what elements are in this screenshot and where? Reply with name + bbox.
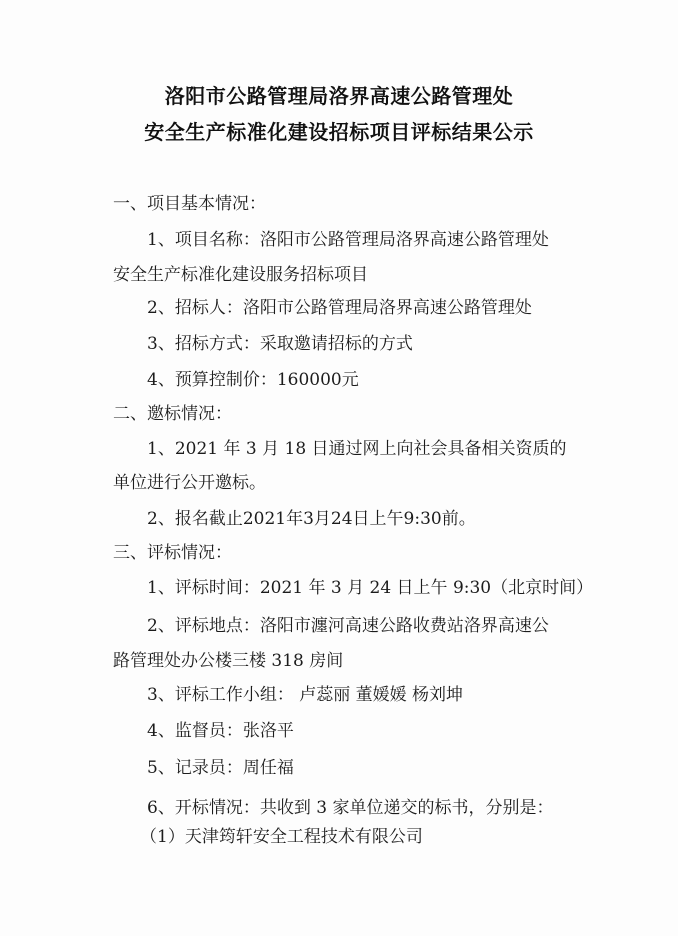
document-title-line-1: 洛阳市公路管理局洛界高速公路管理处 [164, 84, 514, 108]
evaluation-location-line-2: 路管理处办公楼三楼 318 房间 [113, 651, 344, 671]
evaluation-panel: 3、评标工作小组： 卢蕊丽 董媛媛 杨刘坤 [147, 685, 464, 705]
bid-opening: 6、开标情况：共收到 3 家单位递交的标书，分别是： [147, 798, 554, 818]
project-name-line-2: 安全生产标准化建设服务招标项目 [113, 265, 368, 285]
section-3-heading: 三、评标情况： [113, 543, 232, 563]
invitation-date-line-2: 单位进行公开邀标。 [113, 473, 266, 493]
tenderer: 2、招标人：洛阳市公路管理局洛界高速公路管理处 [147, 298, 532, 318]
evaluation-time: 1、评标时间：2021 年 3 月 24 日上午 9:30（北京时间） [147, 578, 594, 598]
recorder: 5、记录员：周任福 [147, 758, 294, 778]
project-name-line-1: 1、项目名称：洛阳市公路管理局洛界高速公路管理处 [147, 230, 549, 250]
section-2-heading: 二、邀标情况： [113, 404, 232, 424]
section-1-heading: 一、项目基本情况： [113, 194, 266, 214]
evaluation-location-line-1: 2、评标地点：洛阳市瀍河高速公路收费站洛界高速公 [147, 616, 549, 636]
budget-control-price: 4、预算控制价：160000元 [147, 370, 359, 390]
registration-deadline: 2、报名截止2021年3月24日上午9:30前。 [147, 509, 476, 529]
bidder-1: （1）天津筠轩安全工程技术有限公司 [140, 827, 423, 847]
supervisor: 4、监督员：张洛平 [147, 721, 294, 741]
invitation-date-line-1: 1、2021 年 3 月 18 日通过网上向社会具备相关资质的 [147, 439, 567, 459]
tender-method: 3、招标方式：采取邀请招标的方式 [147, 334, 413, 354]
document-title-line-2: 安全生产标准化建设招标项目评标结果公示 [144, 120, 534, 144]
